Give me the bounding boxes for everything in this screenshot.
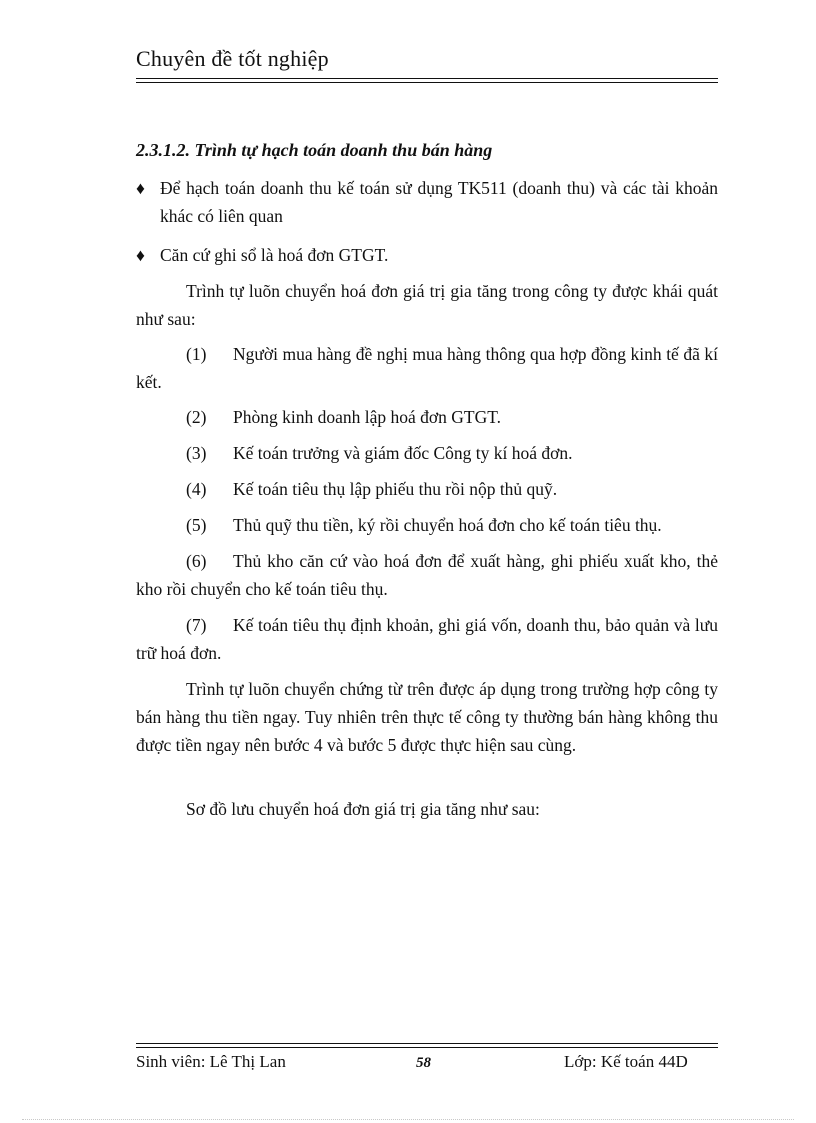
- step-text: Kế toán tiêu thụ định khoản, ghi giá vốn, doanh thu, bảo quản và lưu trữ hoá đơn.: [136, 615, 718, 663]
- step-number: (2): [186, 407, 207, 427]
- step-item: [136, 511, 718, 539]
- step-item: [136, 340, 718, 396]
- footer-double-rule: [136, 1043, 718, 1048]
- diagram-intro-paragraph: Sơ đồ lưu chuyển hoá đơn giá trị gia tăng như sau:: [186, 799, 540, 819]
- step-number: (7): [186, 615, 207, 635]
- step-text: Phòng kinh doanh lập hoá đơn GTGT.: [233, 407, 501, 427]
- step-number: (5): [186, 515, 207, 535]
- step-number: (1): [186, 344, 207, 364]
- step-number: (3): [186, 443, 207, 463]
- bullet-text: Căn cứ ghi sổ là hoá đơn GTGT.: [160, 245, 389, 265]
- step-item: [136, 403, 718, 431]
- bullet-item: [136, 174, 718, 230]
- footer-class-name: Lớp: Kế toán 44D: [564, 1052, 688, 1071]
- body-paragraph: Trình tự luõn chuyển chứng từ trên được áp dụng trong trường hợp công ty bán hàng thu tiền ngay. Tuy nhiên trên thực tế công ty thường bán hàng không thu được tiền ngay nên bước 4 và bước 5 được thực hiện sau cùng.: [136, 679, 718, 755]
- header-double-rule: [136, 78, 718, 83]
- section-heading: 2.3.1.2. Trình tự hạch toán doanh thu bán hàng: [136, 140, 493, 160]
- step-number: (4): [186, 479, 207, 499]
- bullet-item: [136, 241, 718, 269]
- step-text: Thủ kho căn cứ vào hoá đơn để xuất hàng, ghi phiếu xuất kho, thẻ kho rồi chuyển cho kế toán tiêu thụ.: [136, 551, 718, 599]
- step-text: Kế toán tiêu thụ lập phiếu thu rồi nộp thủ quỹ.: [233, 479, 558, 499]
- step-text: Thủ quỹ thu tiền, ký rồi chuyển hoá đơn cho kế toán tiêu thụ.: [233, 515, 662, 535]
- step-item: [136, 439, 718, 467]
- step-item: [136, 611, 718, 667]
- diamond-bullet-icon: ♦: [136, 178, 145, 198]
- intro-paragraph: Trình tự luõn chuyển hoá đơn giá trị gia tăng trong công ty được khái quát như sau:: [136, 281, 718, 329]
- page-bottom-edge: [22, 1119, 794, 1120]
- document-header-title: Chuyên đề tốt nghiệp: [136, 46, 329, 71]
- footer-student-name: Sinh viên: Lê Thị Lan: [136, 1052, 286, 1071]
- step-text: Kế toán trưởng và giám đốc Công ty kí hoá đơn.: [233, 443, 573, 463]
- footer-page-number: 58: [416, 1055, 431, 1071]
- step-number: (6): [186, 551, 207, 571]
- step-item: [136, 547, 718, 603]
- bullet-text: Để hạch toán doanh thu kế toán sử dụng TK511 (doanh thu) và các tài khoản khác có liên quan: [160, 178, 718, 226]
- step-item: [136, 475, 718, 503]
- step-text: Người mua hàng đề nghị mua hàng thông qua hợp đồng kinh tế đã kí kết.: [136, 344, 718, 392]
- diamond-bullet-icon: ♦: [136, 245, 145, 265]
